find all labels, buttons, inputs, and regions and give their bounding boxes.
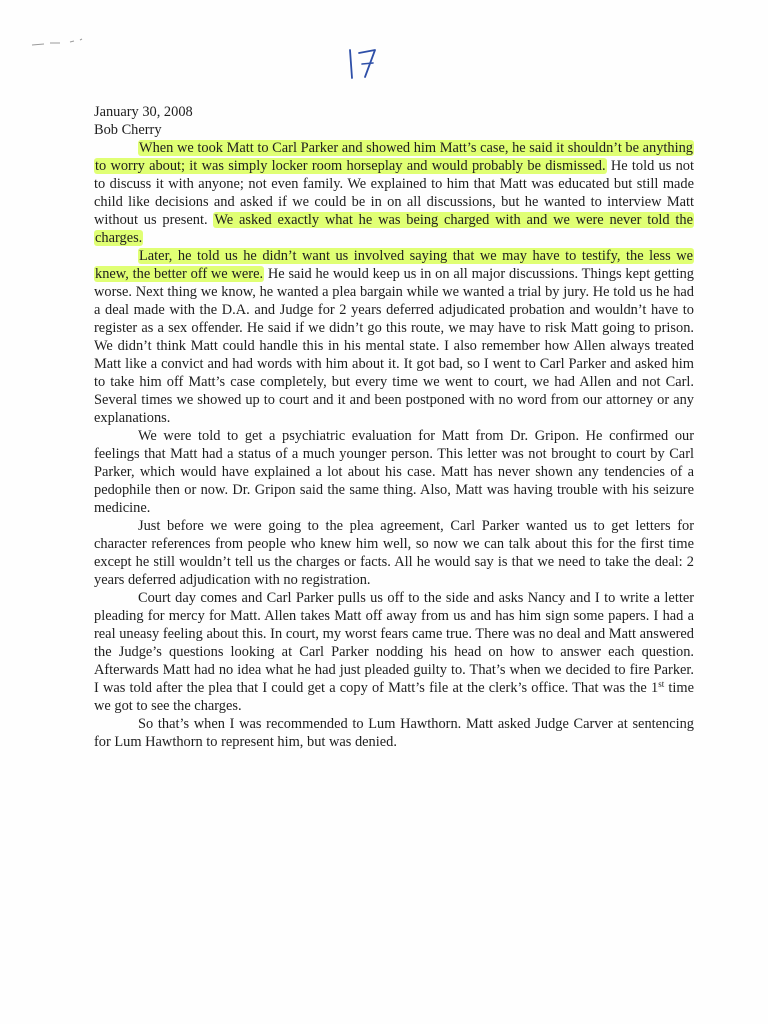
- highlighted-text: Later, he told us he didn’t want us involved saying that we may have to testify, the less we knew, the better off we were.: [95, 248, 693, 282]
- highlighted-text: We asked exactly what he was being charged with and we were never told the charges.: [95, 212, 693, 246]
- paragraph-3: [94, 427, 694, 517]
- handwritten-page-number: [345, 44, 385, 84]
- paragraph-text: Court day comes and Carl Parker pulls us off to the side and asks Nancy and I to write a letter pleading for mercy for Matt. Allen takes Matt off away from us and has him sign some papers. I had a real uneasy feeling about this. In court, my worst fears came true. There was no deal and Matt answered the Judge’s questions looking at Carl Parker nodding his head on how to answer each question. Afterwards Matt had no idea what he had just pleaded guilty to. That’s when we decided to fire Parker. I was told after the plea that I could get a copy of Matt’s file at the clerk’s office. That was the 1: [94, 590, 694, 696]
- paragraph-5: [94, 589, 694, 715]
- highlighted-text: When we took Matt to Carl Parker and showed him Matt’s case, he said it shouldn’t be anything to worry about; it was simply locker room horseplay and would probably be dismissed.: [95, 140, 693, 174]
- paragraph-text: We were told to get a psychiatric evaluation for Matt from Dr. Gripon. He confirmed our feelings that Matt had a status of a much younger person. This letter was not brought to court by Carl Parker, which would have explained a lot about his case. Matt has never shown any tendencies of a pedophile then or now. Dr. Gripon said the same thing. Also, Matt was having trouble with his seizure medicine.: [94, 428, 694, 516]
- superscript-ordinal: st: [658, 679, 665, 689]
- scan-speck-mark: [30, 38, 85, 48]
- letter-author: Bob Cherry: [94, 122, 162, 138]
- paragraph-text: He said he would keep us in on all major discussions. Things kept getting worse. Next thing we know, he wanted a plea bargain while we wanted a trial by jury. He told us he had a deal made with the D.A. and Judge for 2 years deferred adjudicated probation and wouldn’t have to register as a sex offender. He said if we didn’t go this route, we may have to risk Matt going to prison. We didn’t think Matt could handle this in his mental state. I also remember how Allen always treated Matt like a convict and had words with him about it. It got bad, so I went to Carl Parker and asked him to take him off Matt’s case completely, but every time we went to court, we had Allen and not Carl. Several times we showed up to court and it and been postponed with no word from our attorney or any explanations.: [94, 266, 694, 426]
- paragraph-text: Just before we were going to the plea agreement, Carl Parker wanted us to get letters for character references from people who knew him well, so now we can talk about this for the first time except he still wouldn’t tell us the charges or facts. All he would say is that we need to take the deal: 2 years deferred adjudication with no registration.: [94, 518, 694, 588]
- paragraph-4: [94, 517, 694, 589]
- paragraph-text: So that’s when I was recommended to Lum Hawthorn. Matt asked Judge Carver at sentencing for Lum Hawthorn to represent him, but was denied.: [94, 716, 694, 750]
- letter-date: January 30, 2008: [94, 104, 193, 120]
- letter-body: [94, 103, 694, 751]
- paragraph-text: time we got to see the charges.: [94, 680, 694, 714]
- paragraph-6: [94, 715, 694, 751]
- paragraph-2: [94, 247, 694, 427]
- paragraph-1: [94, 139, 694, 247]
- paragraph-text: He told us not to discuss it with anyone; not even family. We explained to him that Matt was educated but still made child like decisions and asked if we could be in on all discussions, but he wanted to interview Matt without us present.: [94, 158, 694, 228]
